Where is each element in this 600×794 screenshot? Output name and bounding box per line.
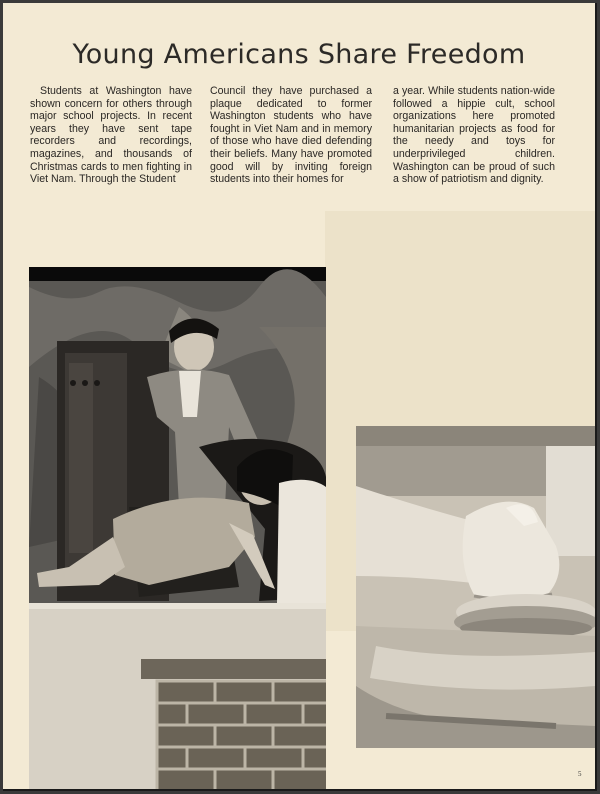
yearbook-page <box>3 3 597 791</box>
page-number: 5 <box>578 770 582 778</box>
body-text-column-3: a year. While students nation-wide followed a hippie cult, school organizations here promoted humanitarian projects as food for the needy and toys for underprivileged children. Washington can be proud of such a show of patriotism and dignity. <box>393 85 555 186</box>
body-text-column-1: Students at Washington have shown concern for others through major school projects. In recent years they have sent tape recorders and recordings, magazines, and thousands of Christmas cards to men fighting in Viet Nam. Through the Student <box>30 85 192 186</box>
page-title: Young Americans Share Freedom <box>72 39 526 70</box>
body-text-column-2: Council they have purchased a plaque dedicated to former Washington students who have fought in Viet Nam and in memory of those who have died defending their beliefs. Many have promoted good will by inviting foreign students into their homes for <box>210 85 372 186</box>
pottery-wheel-photo <box>356 426 595 748</box>
stage-play-photo <box>29 267 326 789</box>
